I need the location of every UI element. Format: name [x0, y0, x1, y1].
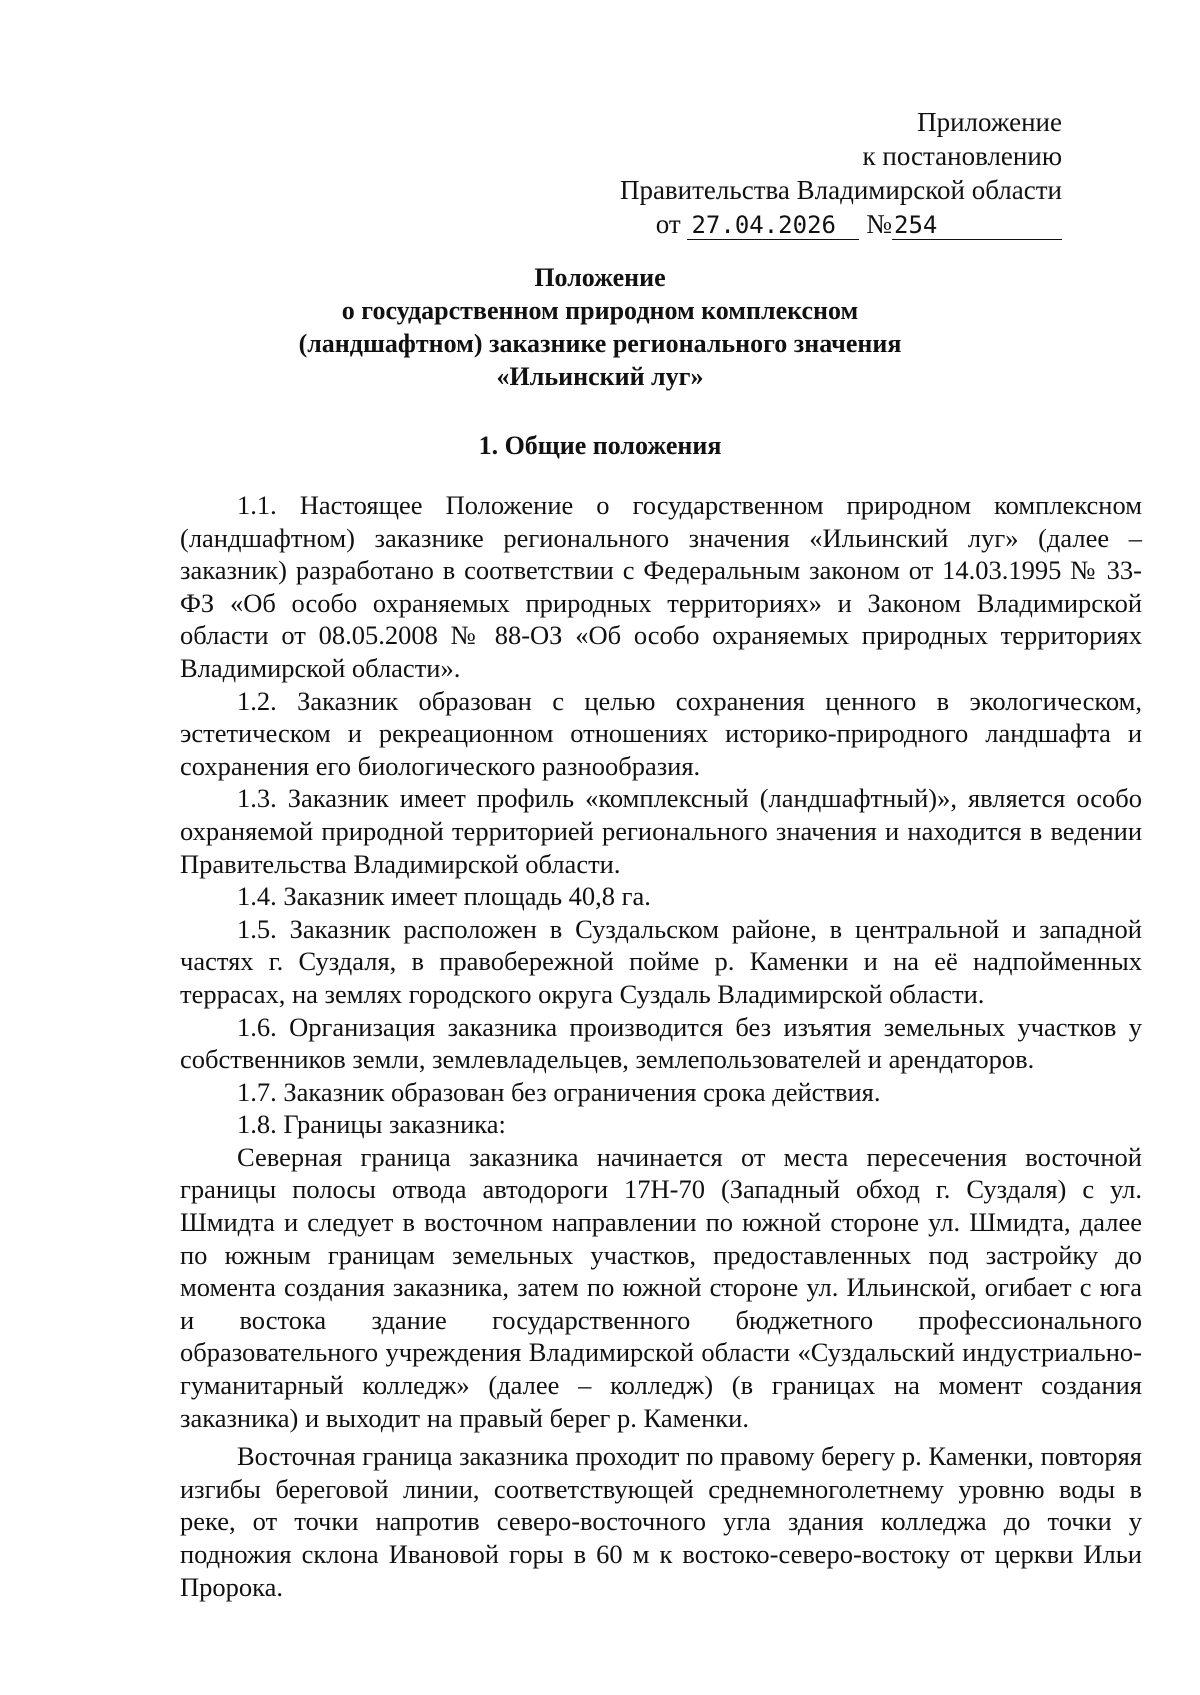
resolution-reference: к постановлению [862, 141, 1062, 171]
section-body [180, 489, 1142, 1603]
paragraph-1-8: 1.8. Границы заказника: [237, 1109, 506, 1140]
appendix-header [620, 105, 1062, 241]
resolution-number: 254 [892, 211, 1062, 240]
paragraph-1-5: 1.5. Заказник расположен в Суздальском районе, в центральной и западной частях г. Суздаля, в правобережной пойме р. Каменки и на её надпойменных террасах, на землях городского округа Суздаль Владимирской области. [180, 913, 1142, 1009]
resolution-date: 27.04.2026 [687, 211, 859, 240]
title-line-1: Положение [534, 263, 666, 292]
paragraph-1-2: 1.2. Заказник образован с целью сохранения ценного в экологическом, эстетическом и рекреационном отношениях историко-природного ландшафта и сохранения его биологического разнообразия. [180, 685, 1142, 781]
paragraph-1-7: 1.7. Заказник образован без ограничения срока действия. [237, 1076, 881, 1107]
appendix-label: Приложение [917, 107, 1062, 137]
title-line-3: (ландшафтном) заказнике регионального значения [298, 329, 902, 358]
paragraph-1-6: 1.6. Организация заказника производится без изъятия земельных участков у собственников земли, землевладельцев, землепользователей и арендаторов. [180, 1011, 1142, 1075]
date-number-line [620, 207, 1062, 241]
document-title [0, 261, 1200, 393]
section-heading: 1. Общие положения [478, 431, 722, 460]
paragraph-north-boundary: Северная граница заказника начинается от места пересечения восточной границы полосы отвода автодороги 17Н-70 (Западный обход г. Суздаля) с ул. Шмидта и следует в восточном направлении по южной стороне ул. Шмидта, далее по южным границам земельных участков, предоставленных под застройку до момента создания заказника, затем по южной стороне ул. Ильинской, огибает с юга и востока здание государственного бюджетного профессионального образовательного учреждения Владимирской области «Суздальский индустриально-гуманитарный колледж» (далее – колледж) (в границах на момент создания заказника) и выходит на правый берег р. Каменки. [180, 1141, 1142, 1433]
title-line-4: «Ильинский луг» [496, 362, 704, 391]
paragraph-1-4: 1.4. Заказник имеет площадь 40,8 га. [237, 881, 651, 912]
number-prefix: № [866, 209, 892, 239]
government-name: Правительства Владимирской области [619, 175, 1062, 205]
paragraph-east-boundary: Восточная граница заказника проходит по правому берегу р. Каменки, повторяя изгибы береговой линии, соответствующей среднемноголетнему уровню воды в реке, от точки напротив северо-восточного угла здания колледжа до точки у подножия склона Ивановой горы в 60 м к востоко-северо-востоку от церкви Ильи Пророка. [180, 1441, 1142, 1602]
paragraph-1-3: 1.3. Заказник имеет профиль «комплексный (ландшафтный)», является особо охраняемой природной территорией регионального значения и находится в ведении Правительства Владимирской области. [180, 783, 1142, 879]
date-prefix: от [655, 209, 681, 239]
paragraph-1-1: 1.1. Настоящее Положение о государственном природном комплексном (ландшафтном) заказнике регионального значения «Ильинский луг» (далее – заказник) разработано в соответствии с Федеральным законом от 14.03.1995 № 33-ФЗ «Об особо охраняемых природных территориях» и Законом Владимирской области от 08.05.2008 № 88-ОЗ «Об особо охраняемых природных территориях Владимирской области». [180, 490, 1142, 683]
title-line-2: о государственном природном комплексном [341, 296, 859, 325]
